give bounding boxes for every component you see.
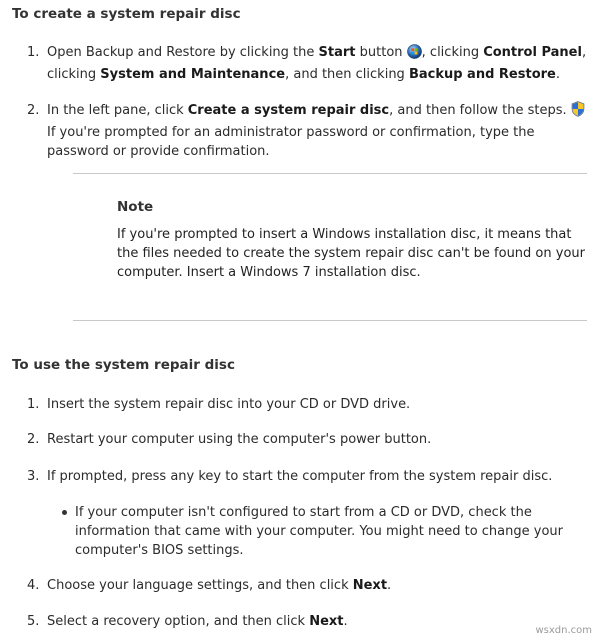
step-number: 1.: [27, 397, 40, 412]
step-number: 5.: [27, 614, 40, 629]
watermark: wsxdn.com: [535, 625, 592, 636]
bullet-text: If your computer isn't configured to start from a CD or DVD, check the information that came with your computer. You might need to change your computer's BIOS settings.: [75, 505, 563, 558]
step-number: 2.: [27, 432, 40, 447]
step-text: In the left pane, click Create a system repair disc, and then follow the steps. If you're prompted for an administrator password or confirmation, type the password or provide confirmation.: [47, 101, 595, 161]
note-text: If you're prompted to insert a Windows installation disc, it means that the files needed to create the system repair disc can't be found on your computer. Insert a Windows 7 installation disc.: [117, 227, 585, 280]
create-step-2: [27, 101, 595, 161]
note-title: Note: [117, 199, 154, 215]
step-text: Select a recovery option, and then click Next.: [47, 614, 348, 629]
step-number: 3.: [27, 469, 40, 484]
step-text: Restart your computer using the computer's power button.: [47, 432, 432, 447]
step-number: 4.: [27, 578, 40, 593]
step-text: If prompted, press any key to start the computer from the system repair disc.: [47, 469, 553, 484]
note-callout: [73, 173, 587, 321]
create-step-1: [27, 43, 595, 84]
uac-shield-icon: [571, 101, 585, 123]
use-step-1: [27, 395, 595, 414]
section-heading-create: To create a system repair disc: [12, 6, 241, 22]
step-number: 1.: [27, 45, 40, 60]
step-number: 2.: [27, 103, 40, 118]
windows-start-orb-icon: [407, 44, 422, 65]
use-step-3-bullet: [62, 503, 582, 560]
step-text: Insert the system repair disc into your CD or DVD drive.: [47, 397, 411, 412]
step-text: Open Backup and Restore by clicking the Start button , clicking Control Panel, clicking System and Maintenance, and then clicking Backup and Restore.: [47, 45, 587, 82]
bullet-dot: [62, 510, 67, 515]
use-step-5: [27, 612, 595, 631]
use-step-3: [27, 467, 595, 486]
use-step-4: [27, 576, 595, 595]
section-heading-use: To use the system repair disc: [12, 357, 235, 373]
use-step-2: [27, 430, 595, 449]
step-text: Choose your language settings, and then click Next.: [47, 578, 392, 593]
